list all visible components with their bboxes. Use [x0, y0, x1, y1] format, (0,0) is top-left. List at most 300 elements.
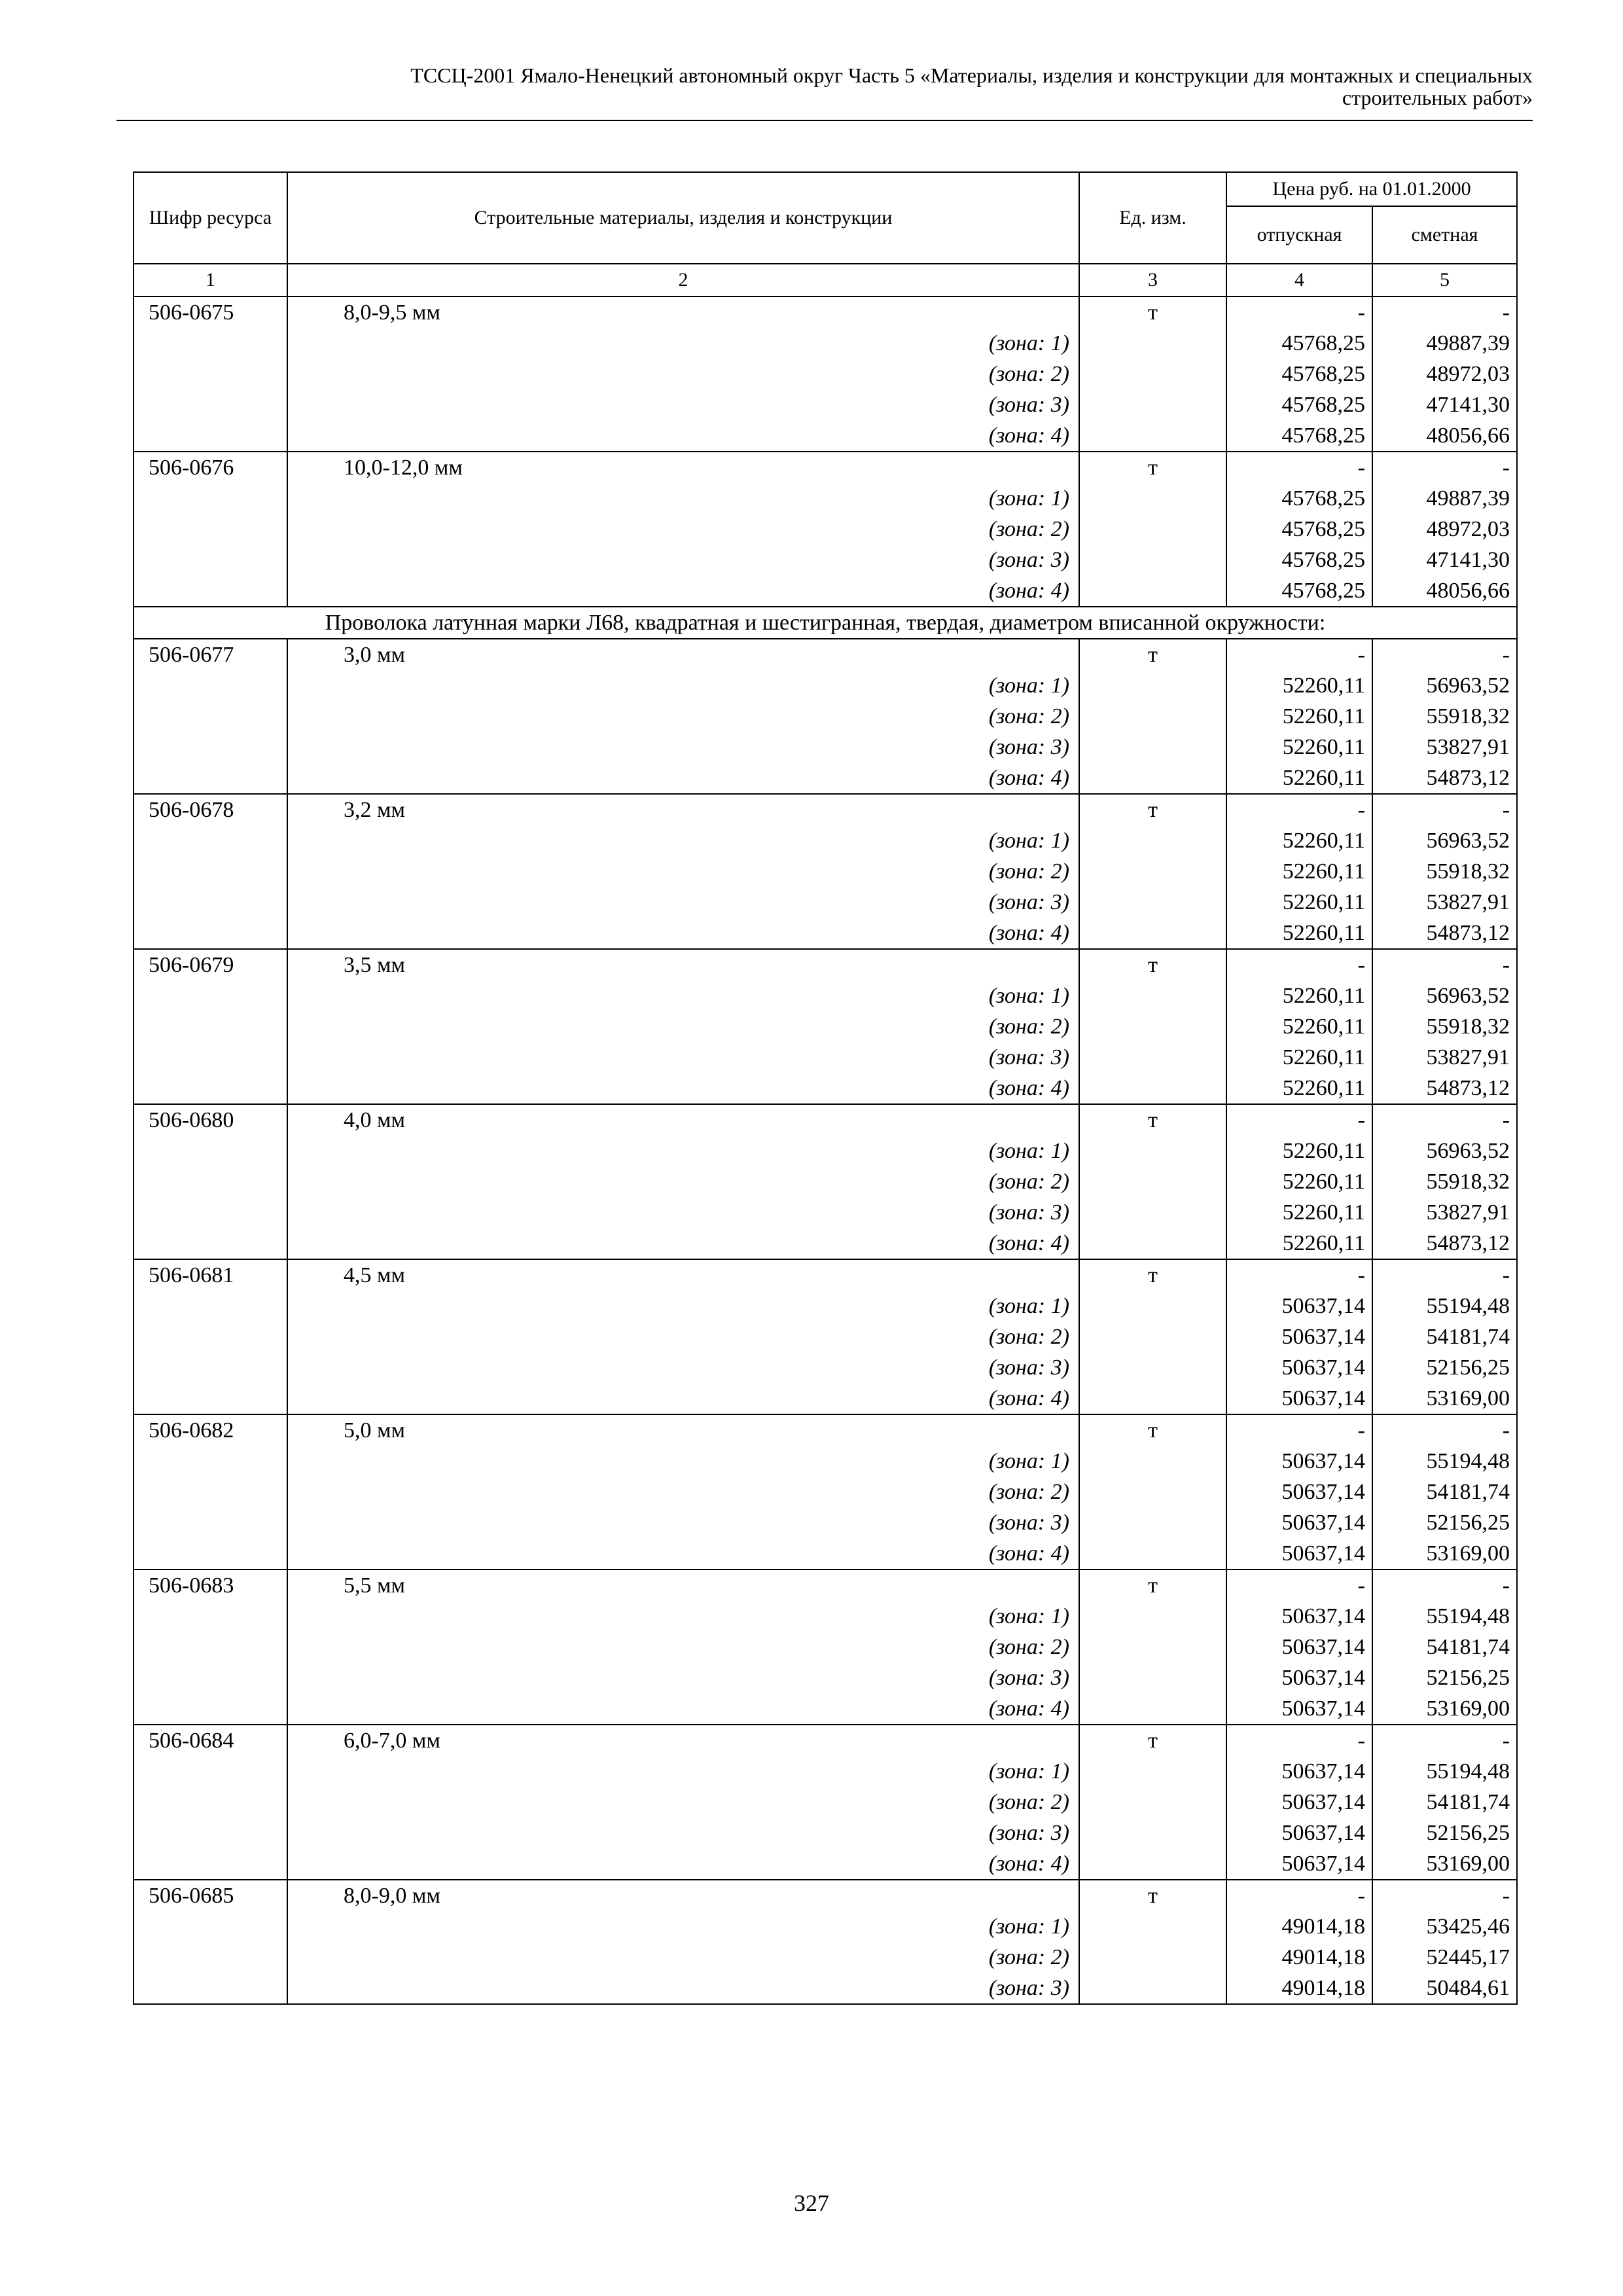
release-price-cell: 50637,14: [1226, 1818, 1372, 1848]
unit-cell-empty: [1079, 389, 1226, 420]
unit-cell: т: [1079, 1725, 1226, 1756]
estimate-price-cell: 48056,66: [1372, 420, 1517, 452]
code-cell-empty: [134, 1166, 287, 1197]
estimate-price-cell: -: [1372, 1725, 1517, 1756]
release-price-cell: 50637,14: [1226, 1538, 1372, 1570]
code-cell-empty: [134, 1042, 287, 1073]
zone-label: (зона: 1): [287, 980, 1079, 1011]
code-cell-empty: [134, 825, 287, 856]
release-price-cell: 52260,11: [1226, 1011, 1372, 1042]
estimate-price-cell: 53827,91: [1372, 1197, 1517, 1228]
estimate-price-cell: 52156,25: [1372, 1352, 1517, 1383]
zone-row: [134, 1693, 1517, 1725]
unit-cell-empty: [1079, 420, 1226, 452]
release-price-cell: 52260,11: [1226, 887, 1372, 918]
unit-cell-empty: [1079, 1228, 1226, 1259]
estimate-price-cell: 52156,25: [1372, 1818, 1517, 1848]
zone-row: [134, 1136, 1517, 1166]
zone-label: (зона: 2): [287, 1632, 1079, 1662]
release-price-cell: 52260,11: [1226, 1042, 1372, 1073]
code-cell-empty: [134, 1136, 287, 1166]
estimate-price-cell: 53169,00: [1372, 1538, 1517, 1570]
zone-label: (зона: 1): [287, 483, 1079, 514]
zone-label: (зона: 3): [287, 1973, 1079, 2004]
release-price-cell: 52260,11: [1226, 1136, 1372, 1166]
unit-cell: т: [1079, 794, 1226, 825]
estimate-price-cell: 49887,39: [1372, 328, 1517, 359]
zone-row: [134, 1291, 1517, 1321]
zone-label: (зона: 2): [287, 1942, 1079, 1973]
estimate-price-cell: 54873,12: [1372, 1073, 1517, 1104]
table-row: [134, 452, 1517, 483]
table-row: [134, 1570, 1517, 1601]
code-cell-empty: [134, 1321, 287, 1352]
zone-label: (зона: 4): [287, 1228, 1079, 1259]
unit-cell-empty: [1079, 483, 1226, 514]
release-price-cell: 45768,25: [1226, 389, 1372, 420]
code-cell-empty: [134, 575, 287, 607]
zone-row: [134, 1662, 1517, 1693]
table-row: [134, 1414, 1517, 1446]
zone-row: [134, 1911, 1517, 1942]
zone-row: [134, 1446, 1517, 1477]
unit-cell: т: [1079, 1259, 1226, 1291]
material-name: 5,5 мм: [287, 1570, 1079, 1601]
table-row: [134, 1259, 1517, 1291]
unit-cell-empty: [1079, 1446, 1226, 1477]
zone-row: [134, 1601, 1517, 1632]
release-price-cell: 52260,11: [1226, 732, 1372, 762]
zone-label: (зона: 2): [287, 1321, 1079, 1352]
zone-label: (зона: 1): [287, 1601, 1079, 1632]
unit-cell: т: [1079, 1880, 1226, 1911]
unit-cell-empty: [1079, 1477, 1226, 1507]
zone-label: (зона: 2): [287, 1787, 1079, 1818]
table-header: [134, 172, 1517, 296]
resource-code: 506-0685: [134, 1880, 287, 1911]
header-title-line-1: ТССЦ-2001 Ямало-Ненецкий автономный округ Часть 5 «Материалы, изделия и конструкции для монтажных и специальных: [410, 63, 1533, 87]
resource-code: 506-0678: [134, 794, 287, 825]
zone-label: (зона: 3): [287, 1507, 1079, 1538]
zone-row: [134, 887, 1517, 918]
code-cell-empty: [134, 1073, 287, 1104]
zone-row: [134, 1477, 1517, 1507]
zone-row: [134, 1011, 1517, 1042]
unit-cell-empty: [1079, 328, 1226, 359]
zone-row: [134, 575, 1517, 607]
resource-code: 506-0675: [134, 296, 287, 328]
code-cell-empty: [134, 1973, 287, 2004]
zone-label: (зона: 3): [287, 1042, 1079, 1073]
zone-row: [134, 1818, 1517, 1848]
code-cell-empty: [134, 856, 287, 887]
header-rule: [116, 120, 1533, 121]
unit-cell: т: [1079, 452, 1226, 483]
estimate-price-cell: 53169,00: [1372, 1383, 1517, 1414]
unit-cell-empty: [1079, 1693, 1226, 1725]
material-name: 3,2 мм: [287, 794, 1079, 825]
table-body: [134, 296, 1517, 2004]
zone-row: [134, 856, 1517, 887]
zone-row: [134, 1197, 1517, 1228]
unit-cell-empty: [1079, 1787, 1226, 1818]
release-price-cell: -: [1226, 1104, 1372, 1136]
estimate-price-cell: 55194,48: [1372, 1756, 1517, 1787]
zone-label: (зона: 3): [287, 1352, 1079, 1383]
release-price-cell: 50637,14: [1226, 1383, 1372, 1414]
estimate-price-cell: -: [1372, 296, 1517, 328]
zone-row: [134, 545, 1517, 575]
zone-label: (зона: 4): [287, 1538, 1079, 1570]
estimate-price-cell: 54181,74: [1372, 1632, 1517, 1662]
estimate-price-cell: 55918,32: [1372, 1011, 1517, 1042]
zone-label: (зона: 3): [287, 389, 1079, 420]
zone-row: [134, 1787, 1517, 1818]
zone-row: [134, 918, 1517, 949]
unit-cell-empty: [1079, 1848, 1226, 1880]
code-cell-empty: [134, 1538, 287, 1570]
unit-cell-empty: [1079, 1507, 1226, 1538]
zone-label: (зона: 1): [287, 1446, 1079, 1477]
release-price-cell: 50637,14: [1226, 1446, 1372, 1477]
zone-row: [134, 1042, 1517, 1073]
estimate-price-cell: 55194,48: [1372, 1446, 1517, 1477]
code-cell-empty: [134, 1507, 287, 1538]
release-price-cell: 45768,25: [1226, 514, 1372, 545]
code-cell-empty: [134, 1756, 287, 1787]
unit-cell-empty: [1079, 1352, 1226, 1383]
unit-cell-empty: [1079, 1383, 1226, 1414]
zone-label: (зона: 1): [287, 825, 1079, 856]
code-cell-empty: [134, 1383, 287, 1414]
section-title: Проволока латунная марки Л68, квадратная и шестигранная, твердая, диаметром вписанной окружности:: [134, 607, 1517, 639]
zone-row: [134, 1848, 1517, 1880]
resource-code: 506-0679: [134, 949, 287, 980]
release-price-cell: 49014,18: [1226, 1942, 1372, 1973]
zone-row: [134, 1942, 1517, 1973]
zone-label: (зона: 1): [287, 1756, 1079, 1787]
code-cell-empty: [134, 514, 287, 545]
zone-label: (зона: 1): [287, 1136, 1079, 1166]
code-cell-empty: [134, 1942, 287, 1973]
release-price-cell: 52260,11: [1226, 918, 1372, 949]
code-cell-empty: [134, 887, 287, 918]
zone-label: (зона: 3): [287, 887, 1079, 918]
zone-label: (зона: 2): [287, 701, 1079, 732]
table-row: [134, 949, 1517, 980]
estimate-price-cell: 53169,00: [1372, 1848, 1517, 1880]
code-cell-empty: [134, 1197, 287, 1228]
zone-row: [134, 1352, 1517, 1383]
zone-row: [134, 732, 1517, 762]
release-price-cell: 52260,11: [1226, 825, 1372, 856]
zone-row: [134, 980, 1517, 1011]
table-row: [134, 296, 1517, 328]
estimate-price-cell: 53827,91: [1372, 887, 1517, 918]
column-header-unit: Ед. изм.: [1079, 172, 1226, 264]
zone-label: (зона: 4): [287, 918, 1079, 949]
zone-row: [134, 359, 1517, 389]
release-price-cell: -: [1226, 296, 1372, 328]
estimate-price-cell: 48972,03: [1372, 514, 1517, 545]
column-number: 2: [287, 264, 1079, 296]
page-number: 327: [794, 2190, 829, 2216]
release-price-cell: 45768,25: [1226, 328, 1372, 359]
column-header-code: Шифр ресурса: [134, 172, 287, 264]
code-cell-empty: [134, 1291, 287, 1321]
release-price-cell: -: [1226, 1880, 1372, 1911]
unit-cell-empty: [1079, 1538, 1226, 1570]
material-name: 6,0-7,0 мм: [287, 1725, 1079, 1756]
zone-row: [134, 328, 1517, 359]
table-row: [134, 1880, 1517, 1911]
zone-row: [134, 420, 1517, 452]
column-header-estimate: сметная: [1372, 206, 1517, 264]
unit-cell-empty: [1079, 1197, 1226, 1228]
column-numbers-row: [134, 264, 1517, 296]
material-name: 4,5 мм: [287, 1259, 1079, 1291]
code-cell-empty: [134, 1601, 287, 1632]
zone-label: (зона: 2): [287, 1011, 1079, 1042]
estimate-price-cell: 54873,12: [1372, 1228, 1517, 1259]
release-price-cell: 50637,14: [1226, 1756, 1372, 1787]
release-price-cell: -: [1226, 1414, 1372, 1446]
release-price-cell: 52260,11: [1226, 1228, 1372, 1259]
zone-label: (зона: 4): [287, 1073, 1079, 1104]
release-price-cell: 50637,14: [1226, 1632, 1372, 1662]
zone-row: [134, 1507, 1517, 1538]
estimate-price-cell: -: [1372, 949, 1517, 980]
column-number: 3: [1079, 264, 1226, 296]
release-price-cell: -: [1226, 452, 1372, 483]
unit-cell-empty: [1079, 1042, 1226, 1073]
unit-cell-empty: [1079, 1601, 1226, 1632]
zone-label: (зона: 3): [287, 1197, 1079, 1228]
estimate-price-cell: 47141,30: [1372, 389, 1517, 420]
zone-row: [134, 1228, 1517, 1259]
section-title-row: [134, 607, 1517, 639]
zone-label: (зона: 1): [287, 1291, 1079, 1321]
release-price-cell: 45768,25: [1226, 483, 1372, 514]
release-price-cell: 49014,18: [1226, 1911, 1372, 1942]
code-cell-empty: [134, 1632, 287, 1662]
estimate-price-cell: 49887,39: [1372, 483, 1517, 514]
unit-cell-empty: [1079, 1756, 1226, 1787]
price-table: [133, 171, 1518, 2005]
release-price-cell: 52260,11: [1226, 762, 1372, 794]
unit-cell: т: [1079, 1570, 1226, 1601]
code-cell-empty: [134, 545, 287, 575]
material-name: 8,0-9,5 мм: [287, 296, 1079, 328]
unit-cell-empty: [1079, 359, 1226, 389]
zone-label: (зона: 4): [287, 1693, 1079, 1725]
estimate-price-cell: 56963,52: [1372, 980, 1517, 1011]
release-price-cell: 50637,14: [1226, 1848, 1372, 1880]
zone-label: (зона: 1): [287, 328, 1079, 359]
estimate-price-cell: 55194,48: [1372, 1291, 1517, 1321]
estimate-price-cell: -: [1372, 452, 1517, 483]
release-price-cell: 52260,11: [1226, 1073, 1372, 1104]
estimate-price-cell: 53827,91: [1372, 1042, 1517, 1073]
unit-cell-empty: [1079, 918, 1226, 949]
release-price-cell: 50637,14: [1226, 1662, 1372, 1693]
zone-row: [134, 1632, 1517, 1662]
unit-cell-empty: [1079, 980, 1226, 1011]
zone-row: [134, 1756, 1517, 1787]
release-price-cell: -: [1226, 639, 1372, 670]
zone-label: (зона: 2): [287, 856, 1079, 887]
zone-label: (зона: 4): [287, 420, 1079, 452]
column-number: 4: [1226, 264, 1372, 296]
column-header-release: отпускная: [1226, 206, 1372, 264]
zone-row: [134, 389, 1517, 420]
unit-cell-empty: [1079, 825, 1226, 856]
column-header-price: Цена руб. на 01.01.2000: [1226, 172, 1517, 206]
release-price-cell: -: [1226, 1259, 1372, 1291]
zone-row: [134, 514, 1517, 545]
resource-code: 506-0684: [134, 1725, 287, 1756]
column-number: 1: [134, 264, 287, 296]
zone-row: [134, 1973, 1517, 2004]
zone-row: [134, 825, 1517, 856]
unit-cell-empty: [1079, 1911, 1226, 1942]
resource-code: 506-0681: [134, 1259, 287, 1291]
estimate-price-cell: -: [1372, 1104, 1517, 1136]
unit-cell: т: [1079, 949, 1226, 980]
code-cell-empty: [134, 483, 287, 514]
release-price-cell: 52260,11: [1226, 980, 1372, 1011]
unit-cell-empty: [1079, 1136, 1226, 1166]
unit-cell-empty: [1079, 1073, 1226, 1104]
code-cell-empty: [134, 732, 287, 762]
release-price-cell: 50637,14: [1226, 1601, 1372, 1632]
estimate-price-cell: 53169,00: [1372, 1693, 1517, 1725]
release-price-cell: 50637,14: [1226, 1787, 1372, 1818]
zone-row: [134, 701, 1517, 732]
material-name: 10,0-12,0 мм: [287, 452, 1079, 483]
zone-row: [134, 762, 1517, 794]
zone-row: [134, 1166, 1517, 1197]
release-price-cell: 50637,14: [1226, 1291, 1372, 1321]
estimate-price-cell: 56963,52: [1372, 825, 1517, 856]
column-number: 5: [1372, 264, 1517, 296]
estimate-price-cell: 54181,74: [1372, 1787, 1517, 1818]
release-price-cell: -: [1226, 794, 1372, 825]
release-price-cell: 50637,14: [1226, 1352, 1372, 1383]
release-price-cell: 45768,25: [1226, 420, 1372, 452]
unit-cell-empty: [1079, 514, 1226, 545]
release-price-cell: 45768,25: [1226, 359, 1372, 389]
column-header-name: Строительные материалы, изделия и конструкции: [287, 172, 1079, 264]
table-row: [134, 639, 1517, 670]
code-cell-empty: [134, 670, 287, 701]
resource-code: 506-0683: [134, 1570, 287, 1601]
estimate-price-cell: 55918,32: [1372, 1166, 1517, 1197]
zone-label: (зона: 2): [287, 359, 1079, 389]
material-name: 3,0 мм: [287, 639, 1079, 670]
zone-label: (зона: 4): [287, 575, 1079, 607]
code-cell-empty: [134, 1848, 287, 1880]
resource-code: 506-0680: [134, 1104, 287, 1136]
estimate-price-cell: -: [1372, 1570, 1517, 1601]
estimate-price-cell: 53827,91: [1372, 732, 1517, 762]
release-price-cell: 45768,25: [1226, 545, 1372, 575]
unit-cell-empty: [1079, 545, 1226, 575]
release-price-cell: 52260,11: [1226, 1166, 1372, 1197]
unit-cell-empty: [1079, 1818, 1226, 1848]
estimate-price-cell: -: [1372, 1880, 1517, 1911]
estimate-price-cell: 56963,52: [1372, 670, 1517, 701]
zone-label: (зона: 1): [287, 1911, 1079, 1942]
estimate-price-cell: 54873,12: [1372, 762, 1517, 794]
code-cell-empty: [134, 328, 287, 359]
zone-label: (зона: 2): [287, 1166, 1079, 1197]
release-price-cell: 50637,14: [1226, 1507, 1372, 1538]
table-row: [134, 1725, 1517, 1756]
estimate-price-cell: 48972,03: [1372, 359, 1517, 389]
estimate-price-cell: 56963,52: [1372, 1136, 1517, 1166]
unit-cell-empty: [1079, 1973, 1226, 2004]
zone-row: [134, 1383, 1517, 1414]
code-cell-empty: [134, 1662, 287, 1693]
zone-row: [134, 1538, 1517, 1570]
estimate-price-cell: -: [1372, 1414, 1517, 1446]
release-price-cell: 45768,25: [1226, 575, 1372, 607]
estimate-price-cell: 54181,74: [1372, 1321, 1517, 1352]
unit-cell-empty: [1079, 732, 1226, 762]
unit-cell-empty: [1079, 762, 1226, 794]
unit-cell: т: [1079, 1104, 1226, 1136]
zone-label: (зона: 2): [287, 1477, 1079, 1507]
estimate-price-cell: 50484,61: [1372, 1973, 1517, 2004]
estimate-price-cell: 47141,30: [1372, 545, 1517, 575]
release-price-cell: -: [1226, 949, 1372, 980]
code-cell-empty: [134, 359, 287, 389]
release-price-cell: -: [1226, 1725, 1372, 1756]
zone-label: (зона: 1): [287, 670, 1079, 701]
zone-label: (зона: 4): [287, 762, 1079, 794]
unit-cell-empty: [1079, 1291, 1226, 1321]
release-price-cell: 52260,11: [1226, 670, 1372, 701]
release-price-cell: 52260,11: [1226, 1197, 1372, 1228]
code-cell-empty: [134, 1787, 287, 1818]
estimate-price-cell: 54873,12: [1372, 918, 1517, 949]
unit-cell-empty: [1079, 1166, 1226, 1197]
unit-cell: т: [1079, 296, 1226, 328]
estimate-price-cell: 54181,74: [1372, 1477, 1517, 1507]
release-price-cell: 52260,11: [1226, 701, 1372, 732]
unit-cell-empty: [1079, 701, 1226, 732]
estimate-price-cell: 52445,17: [1372, 1942, 1517, 1973]
release-price-cell: 49014,18: [1226, 1973, 1372, 2004]
release-price-cell: 52260,11: [1226, 856, 1372, 887]
table-row: [134, 1104, 1517, 1136]
material-name: 5,0 мм: [287, 1414, 1079, 1446]
code-cell-empty: [134, 1011, 287, 1042]
code-cell-empty: [134, 701, 287, 732]
estimate-price-cell: 48056,66: [1372, 575, 1517, 607]
release-price-cell: 50637,14: [1226, 1477, 1372, 1507]
code-cell-empty: [134, 980, 287, 1011]
estimate-price-cell: 55194,48: [1372, 1601, 1517, 1632]
resource-code: 506-0676: [134, 452, 287, 483]
unit-cell-empty: [1079, 887, 1226, 918]
estimate-price-cell: -: [1372, 794, 1517, 825]
unit-cell-empty: [1079, 1662, 1226, 1693]
zone-label: (зона: 3): [287, 732, 1079, 762]
estimate-price-cell: 52156,25: [1372, 1507, 1517, 1538]
zone-row: [134, 1073, 1517, 1104]
